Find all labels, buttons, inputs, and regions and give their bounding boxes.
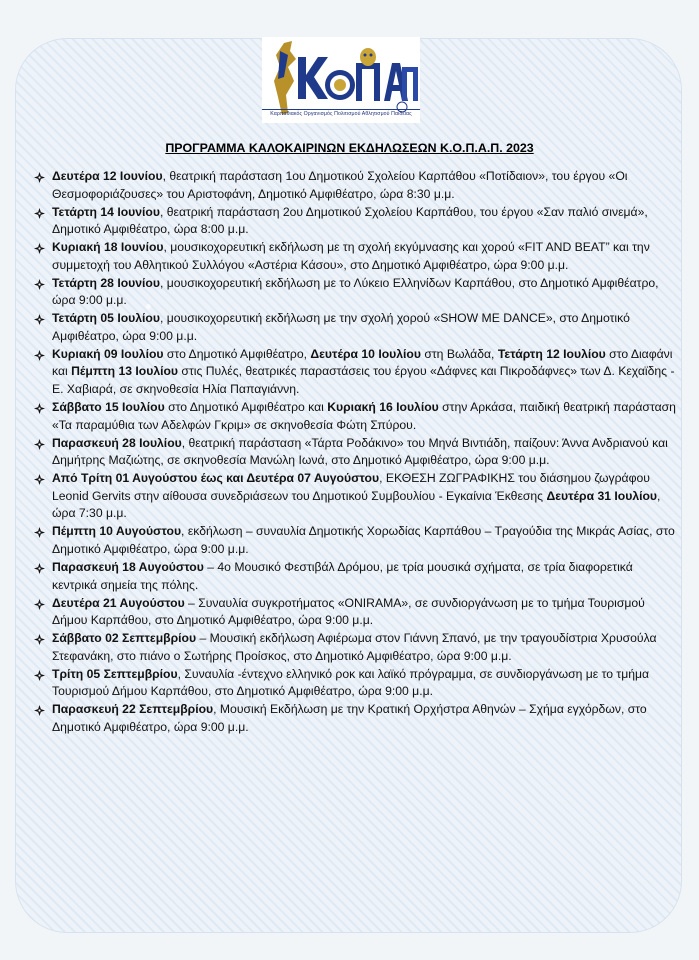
event-date: Δευτέρα 31 Ιουλίου: [546, 488, 658, 503]
event-description: , εκδήλωση – συναυλία Δημοτικής Χορωδίας Καρπάθου – Τραγούδια της Μικράς Ασίας, στο Δημοτικό Αμφιθέατρο, ώρα 9:00 μ.μ.: [52, 524, 675, 556]
event-item: [36, 399, 676, 434]
diamond-bullet-icon: [34, 242, 45, 253]
event-item: [36, 666, 676, 701]
page-title: ΠΡΟΓΡΑΜΜΑ ΚΑΛΟΚΑΙΡΙΝΩΝ ΕΚΔΗΛΩΣΕΩΝ Κ.Ο.Π.Α.Π. 2023: [165, 141, 534, 155]
diamond-bullet-icon: [34, 633, 45, 644]
diamond-bullet-icon: [34, 526, 45, 537]
events-list: [36, 168, 676, 737]
event-date: Παρασκευή 18 Αυγούστου: [52, 559, 204, 574]
event-description: στη Βωλάδα,: [420, 346, 498, 361]
event-description: στην Αρκάσα, παιδική θεατρική παράσταση «Τα παραμύθια των Αδελφών Γκριμ» σε σκηνοθεσία Φώτη Σπύρου.: [52, 400, 676, 432]
event-date: Δευτέρα 12 Ιουνίου: [52, 169, 163, 183]
event-date: Παρασκευή 28 Ιουλίου: [52, 435, 182, 450]
event-item: [36, 523, 676, 558]
diamond-bullet-icon: [34, 402, 45, 413]
event-description: στις Πυλές, θεατρικές παραστάσεις του έργου «Δάφνες και Πικροδάφνες» των Δ. Κεχαϊδης - Ε. Χαβιαρά, σε σκηνοθεσία Ηλία Παπαγιάννη.: [52, 364, 675, 397]
event-description: στο Δημοτικό Αμφιθέατρο,: [163, 346, 311, 361]
event-item: [36, 470, 676, 523]
event-description: , θεατρική παράσταση «Τάρτα Ροδάκινο» του Μηνά Βιντιάδη, παίζουν: Άννα Ανδριανού και Δημήτρης Μαζιώτης, σε σκηνοθεσία Μανώλη Ιωνά, στο Δημοτικό Αμφιθέατρο, ώρα 9:00 μ.μ.: [52, 435, 668, 468]
diamond-bullet-icon: [34, 313, 45, 324]
event-date: Δευτέρα 21 Αυγούστου: [52, 595, 185, 610]
event-date: Σάββατο 02 Σεπτεμβρίου: [52, 631, 197, 646]
diamond-bullet-icon: [34, 349, 45, 360]
event-item: [36, 435, 676, 470]
event-date: Σάββατο 15 Ιουλίου: [52, 400, 165, 415]
diamond-bullet-icon: [34, 438, 45, 449]
event-description: , θεατρική παράσταση 1ου Δημοτικού Σχολείου Καρπάθου «Ποτίδαιον», του έργου «Οι Θεσμοφοριάζουσες» του Αριστοφάνη, Δημοτικό Αμφιθέατρο, ώρα 8:30 μ.μ.: [52, 169, 628, 201]
event-item: [36, 595, 676, 630]
logo-subtitle: Καρπαθιακός Οργανισμός Πολιτισμού Αθλητισμού Παιδείας: [270, 111, 412, 117]
event-description: , Συναυλία -έντεχνο ελληνικό ροκ και λαϊκό πρόγραμμα, σε συνδιοργάνωση με το τμήμα Τουρισμού Δήμου Καρπάθου, στο Δημοτικό Αμφιθέατρο, ώρα 9:00 μ.μ.: [52, 666, 650, 699]
event-date: Από Τρίτη 01 Αυγούστου έως και Δευτέρα 07 Αυγούστου: [52, 471, 380, 486]
event-description: , θεατρική παράσταση 2ου Δημοτικού Σχολείου Καρπάθου, του έργου «Σαν παλιό σινεμά», Δημοτικό Αμφιθέατρο, ώρα 8:00 μ.μ.: [52, 204, 648, 237]
diamond-bullet-icon: [34, 562, 45, 573]
event-item: [36, 310, 676, 345]
event-date: Τετάρτη 28 Ιουνίου: [52, 275, 160, 290]
diamond-bullet-icon: [34, 473, 45, 484]
event-date: Δευτέρα 10 Ιουλίου: [310, 346, 421, 361]
event-description: , ΕΚΘΕΣΗ ΖΩΓΡΑΦΙΚΗΣ του διάσημου ζωγράφου Leonid Gervits στην αίθουσα συνεδριάσεων του Δημοτικού Συμβουλίου - Εγκαίνια Έκθεσης: [52, 471, 650, 503]
event-item: [36, 701, 676, 736]
event-description: , μουσικοχορευτική εκδήλωση με την σχολή χορού «SHOW ME DANCE», στο Δημοτικό Αμφιθέατρο, ώρα 9:00 μ.μ.: [52, 311, 630, 343]
event-description: , ώρα 7:30 μ.μ.: [52, 488, 661, 521]
event-date: Παρασκευή 22 Σεπτεμβρίου: [52, 702, 214, 717]
event-date: Κυριακή 09 Ιουλίου: [52, 346, 164, 361]
diamond-bullet-icon: [34, 704, 45, 715]
event-description: , Μουσική Εκδήλωση με την Κρατική Ορχήστρα Αθηνών – Σχήμα εγχόρδων, στο Δημοτικό Αμφιθέατρο, ώρα 9:00 μ.μ.: [52, 702, 647, 734]
event-date: Τετάρτη 14 Ιουνίου: [52, 204, 160, 219]
event-date: Κυριακή 16 Ιουλίου: [327, 400, 439, 415]
event-item: [36, 559, 676, 594]
event-item: [36, 239, 676, 274]
event-item: [36, 630, 676, 665]
event-date: Τετάρτη 05 Ιουλίου: [52, 311, 160, 326]
event-date: Τετάρτη 12 Ιουλίου: [497, 346, 606, 361]
diamond-bullet-icon: [34, 207, 45, 218]
diamond-bullet-icon: [34, 278, 45, 289]
event-description: – 4ο Μουσικό Φεστιβάλ Δρόμου, με τρία μουσικά σχήματα, σε τρία διαφορετικά κεντρικά σημεία της πόλης.: [52, 559, 633, 592]
event-item: [36, 204, 676, 239]
event-description: , μουσικοχορευτική εκδήλωση με το Λύκειο Ελληνίδων Καρπάθου, στο Δημοτικό Αμφιθέατρο, ώρα 9:00 μ.μ.: [52, 275, 659, 308]
event-description: , μουσικοχορευτική εκδήλωση με τη σχολή εκγύμνασης και χορού «FIT AND BEAT” και την συμμετοχή του Αθλητικού Συλλόγου «Αστέρια Κάσου», στο Δημοτικό Αμφιθέατρο, ώρα 9:00 μ.μ.: [52, 240, 650, 272]
event-description: στο Διαφάνι και: [52, 346, 673, 379]
event-item: [36, 346, 676, 399]
diamond-bullet-icon: [34, 598, 45, 609]
event-description: – Μουσική εκδήλωση Αφιέρωμα στον Γιάννη Σπανό, με την τραγουδίστρια Χρυσούλα Στεφανάκη, στο πιάνο ο Σωτήρης Προίσκος, στο Δημοτικό Αμφιθέατρο, ώρα 9:00 μ.μ.: [52, 631, 657, 663]
event-description: στο Δημοτικό Αμφιθέατρο και: [164, 400, 328, 415]
event-description: – Συναυλία συγκροτήματος «ONIRAMA», σε συνδιοργάνωση με το τμήμα Τουρισμού Δήμου Καρπάθου, στο Δημοτικό Αμφιθέατρο, ώρα 9:00 μ.μ.: [52, 595, 645, 628]
event-date: Τρίτη 05 Σεπτεμβρίου: [52, 666, 178, 681]
event-date: Πέμπτη 13 Ιουλίου: [71, 364, 179, 379]
event-item: [36, 275, 676, 310]
event-date: Πέμπτη 10 Αυγούστου: [52, 524, 182, 539]
event-item: [36, 168, 676, 203]
event-date: Κυριακή 18 Ιουνίου: [52, 240, 164, 255]
diamond-bullet-icon: [34, 669, 45, 680]
diamond-bullet-icon: [34, 171, 45, 182]
